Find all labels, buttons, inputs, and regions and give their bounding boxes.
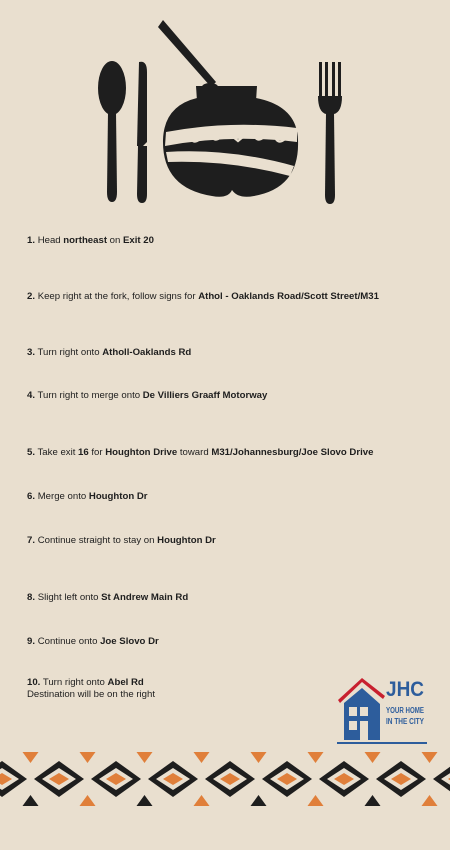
step-road-name: De Villiers Graaff Motorway [142,390,268,401]
step-text: on [107,235,124,246]
step-number: 4. [27,390,36,401]
step-text: Continue straight to stay on [37,535,158,546]
step-road-name: Joe Slovo Dr [100,636,159,647]
step-road-name: M31/Johannesburg/Joe Slovo Drive [211,447,374,458]
direction-step-1 [27,235,437,247]
step-road-name: Houghton Dr [88,491,148,502]
pattern-triangle [308,752,324,763]
step-text: Continue onto [37,636,101,647]
step-road-name: Atholl-Oaklands Rd [102,347,192,358]
pattern-triangle [23,795,39,806]
step-text: Merge onto [37,491,89,502]
step-number: 7. [27,535,36,546]
fork-icon [318,62,342,204]
house-icon [338,678,385,740]
pot-icon [158,20,298,197]
logo-tagline-line1: YOUR HOME [386,706,425,715]
step-road-name: Exit 20 [123,235,154,246]
direction-step-6 [27,491,437,503]
pattern-triangle [80,795,96,806]
step-text: toward [177,447,212,458]
step-number: 9. [27,636,36,647]
logo-initials: JHC [386,678,424,701]
step-road-name: Houghton Drive [105,447,178,458]
step-text: Keep right at the fork, follow signs for [37,291,199,302]
pattern-triangle [251,795,267,806]
step-road-name: Houghton Dr [157,535,216,546]
knife-icon [137,62,147,203]
step-number: 10. [27,677,41,688]
step-number: 8. [27,592,36,603]
direction-step-7 [27,535,437,547]
direction-step-3 [27,347,437,359]
step-road-name: northeast [63,235,108,246]
direction-step-5 [27,447,437,459]
direction-step-4 [27,390,437,402]
step-text: Take exit [37,447,79,458]
step-road-name: 16 [78,447,89,458]
pattern-triangle [422,752,438,763]
pattern-triangle [422,795,438,806]
step-number: 6. [27,491,36,502]
pattern-triangle [365,752,381,763]
step-text: Head [37,235,64,246]
step-number: 3. [27,347,36,358]
direction-step-2 [27,291,437,303]
logo-tagline-line2: IN THE CITY [386,717,425,726]
step-number: 5. [27,447,36,458]
spoon-icon [98,61,126,202]
pattern-triangle [23,752,39,763]
pattern-triangle [137,752,153,763]
step-road-name: St Andrew Main Rd [101,592,189,603]
jhc-logo [336,670,428,746]
step-text: Slight left onto [37,592,102,603]
direction-step-8 [27,592,437,604]
decorative-pattern-band [0,752,450,806]
pattern-triangle [365,795,381,806]
step-road-name: Athol - Oaklands Road/Scott Street/M31 [198,291,379,302]
pattern-triangle [137,795,153,806]
step-text: Turn right to merge onto [37,390,143,401]
step-text: Turn right onto [42,677,108,688]
pattern-triangle [194,752,210,763]
direction-step-9 [27,636,437,648]
step-text: for [88,447,106,458]
pattern-triangle [80,752,96,763]
pattern-triangle [251,752,267,763]
step-note: Destination will be on the right [27,689,155,700]
step-text: Turn right onto [37,347,103,358]
step-road-name: Abel Rd [107,677,144,688]
pattern-triangle [308,795,324,806]
step-number: 2. [27,291,36,302]
pattern-triangle [194,795,210,806]
step-number: 1. [27,235,36,246]
cutlery-pot-illustration [0,0,450,215]
